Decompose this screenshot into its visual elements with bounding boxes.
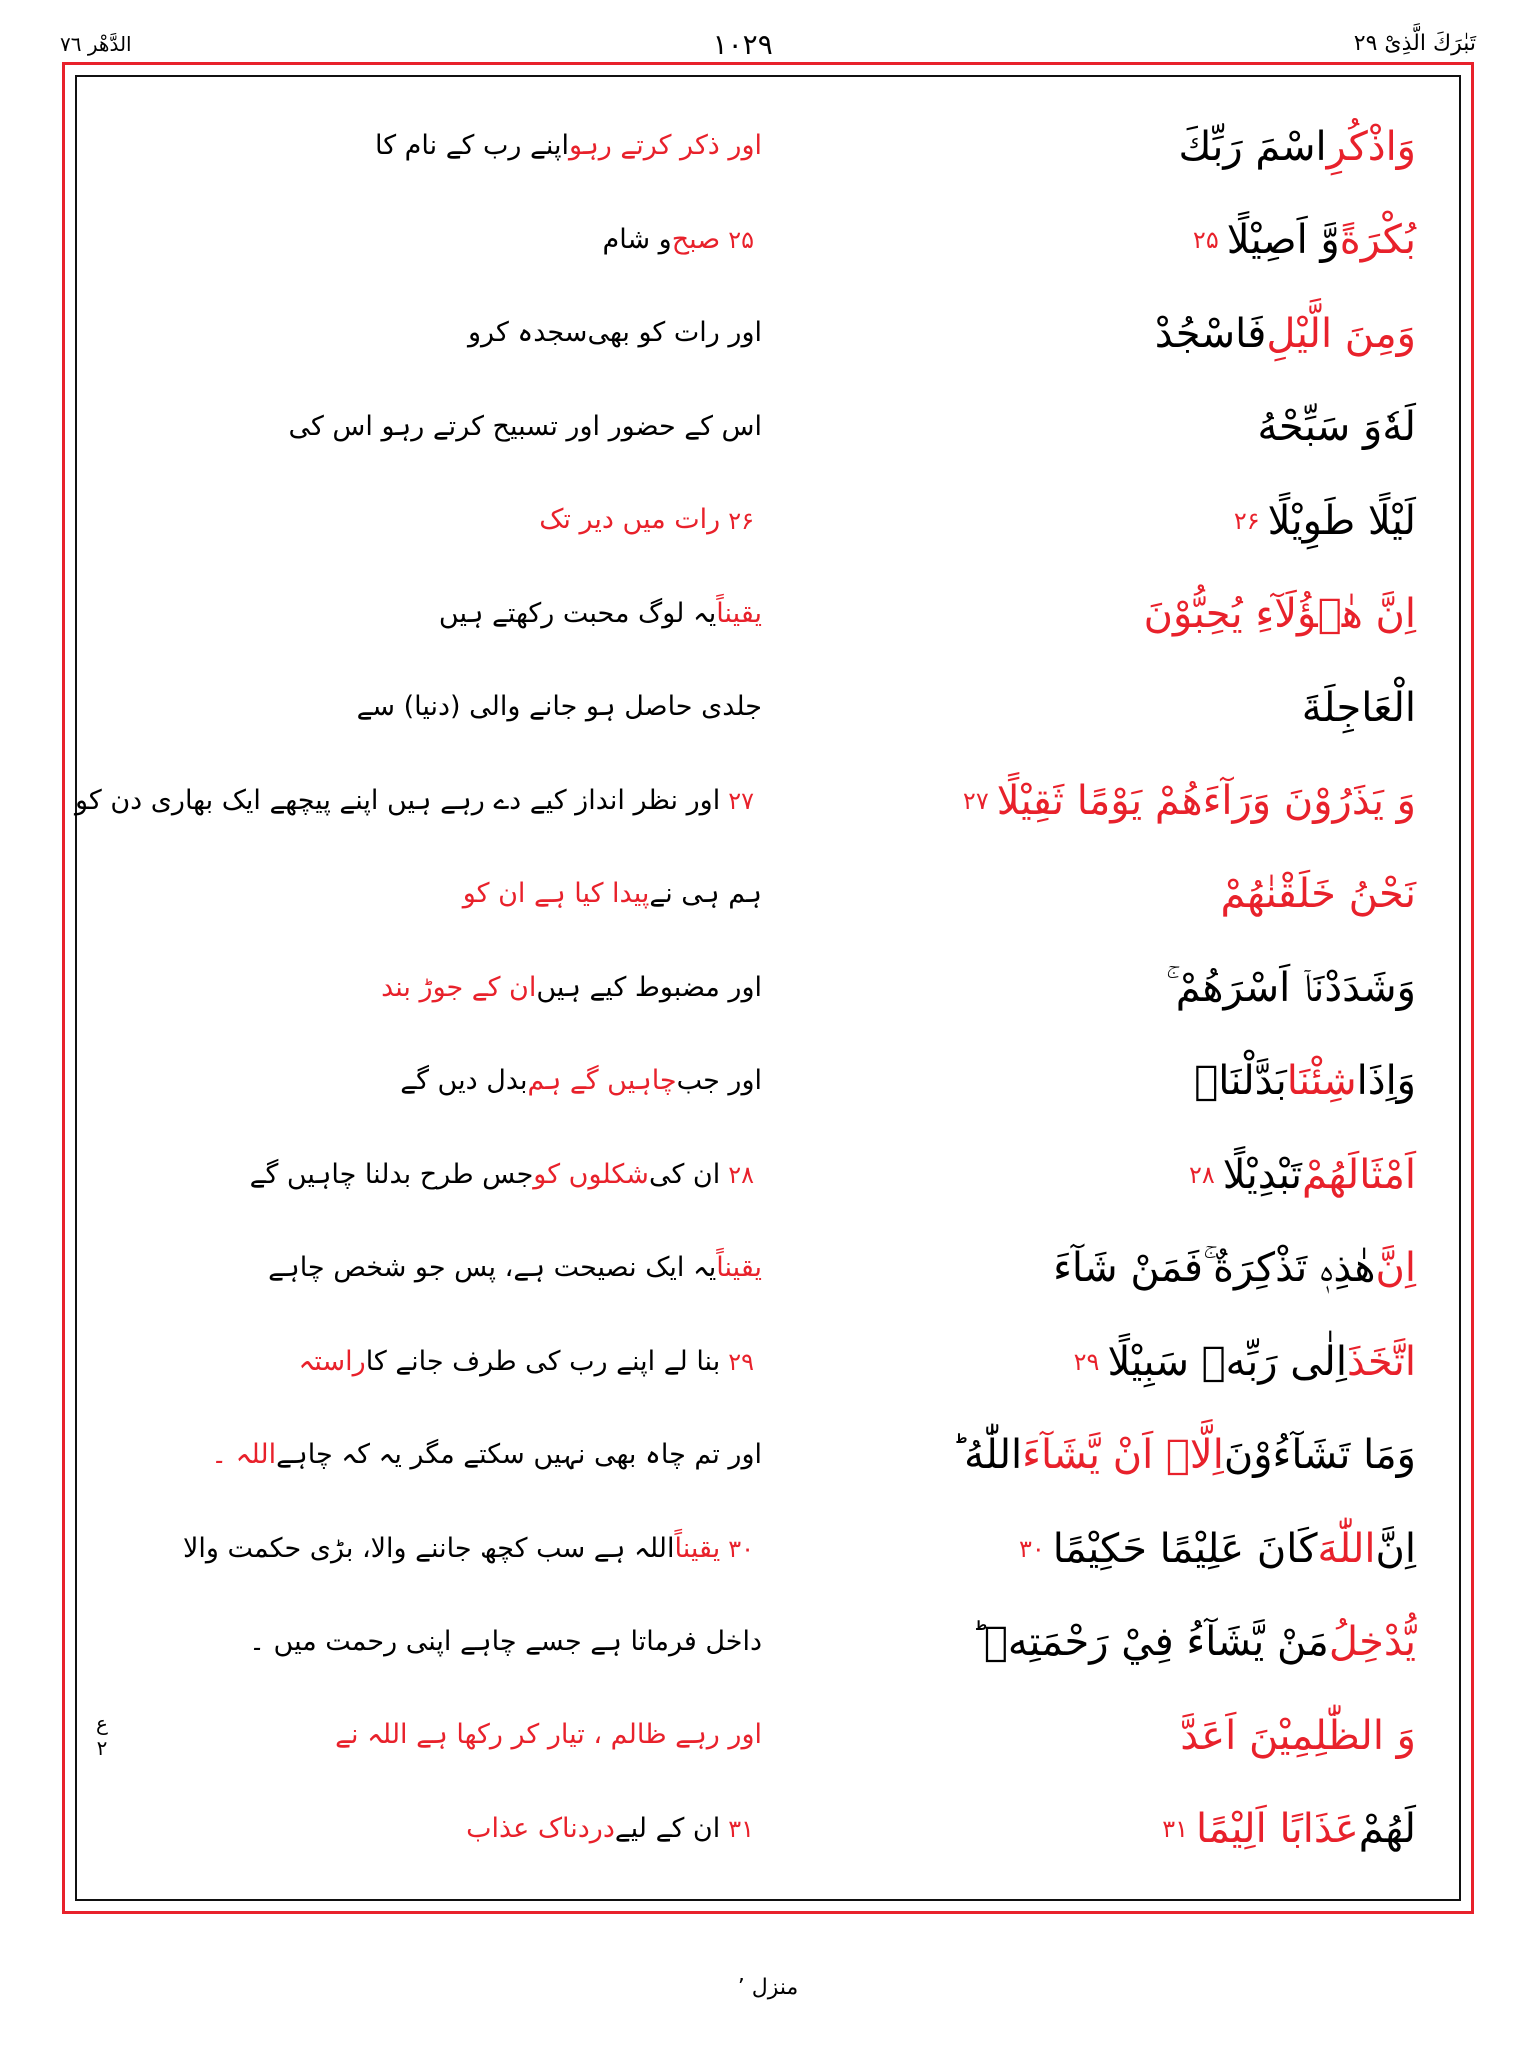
urdu-text-segment: جس طرح بدلنا چاہیں گے [249, 1158, 534, 1190]
urdu-text-segment: یہ ایک نصیحت ہے، پس جو شخص چاہے [268, 1252, 717, 1284]
ayah-number-marker: ۲۵ [1192, 226, 1219, 255]
arabic-text-segment: الْعَاجِلَةَ [1301, 684, 1416, 731]
arabic-line [774, 1782, 1416, 1875]
urdu-text-segment: اور ذکر کرتے رہو [569, 130, 762, 162]
urdu-text-segment: جلدی حاصل ہو جانے والی (دنیا) سے [356, 691, 762, 723]
urdu-text-segment: یقیناً [716, 597, 762, 629]
page-content [74, 92, 1444, 1884]
arabic-line [774, 941, 1416, 1034]
ayah-number-marker: ۲۹ [728, 1347, 754, 1376]
urdu-line [120, 1315, 762, 1408]
urdu-text-segment: ہم ہی نے [649, 878, 762, 910]
arabic-text-segment: بَدَّلْنَاۤ [1194, 1058, 1287, 1105]
arabic-text-segment: وَّ اَصِيْلًا [1226, 217, 1340, 264]
arabic-line [774, 287, 1416, 380]
urdu-text-segment: اپنے رب کے نام کا [375, 130, 569, 162]
arabic-line [774, 380, 1416, 473]
arabic-text-segment: وَشَدَدْنَاۤ اَسْرَهُمْ ۚ [1165, 964, 1416, 1011]
arabic-text-segment: وَمِنَ الَّيْلِ [1266, 310, 1416, 357]
urdu-line [120, 848, 762, 941]
urdu-line [120, 380, 762, 473]
arabic-text-segment: اِنَّ [1375, 1245, 1416, 1292]
arabic-text-segment: وَ يَذَرُوْنَ وَرَآءَهُمْ يَوْمًا ثَقِيْلًا [996, 778, 1416, 825]
urdu-line [120, 1035, 762, 1128]
urdu-text-segment: راستہ [298, 1345, 366, 1377]
urdu-text-segment: چاہیں گے ہم [527, 1065, 677, 1097]
arabic-text-segment: لَهٗ [1382, 404, 1416, 451]
arabic-line [774, 1128, 1416, 1221]
urdu-text-segment: یقیناً [716, 1252, 762, 1284]
arabic-text-segment: اسْمَ رَبِّكَ [1178, 123, 1327, 170]
ayah-number-marker: ۲۹ [1073, 1347, 1100, 1376]
page-footer: منزل ٬ [737, 1975, 799, 2000]
arabic-line [774, 754, 1416, 847]
urdu-line [120, 1222, 762, 1315]
ayah-number-marker: ۲۸ [1188, 1160, 1215, 1189]
urdu-translation-column [74, 92, 768, 1884]
urdu-line [120, 100, 762, 193]
urdu-text-segment: اس کے حضور اور تسبیح کرتے رہو اس کی [288, 410, 762, 442]
urdu-text-segment: پیدا کیا ہے ان کو [462, 878, 650, 910]
arabic-text-segment: اِنَّ هٰۤؤُلَآءِ يُحِبُّوْنَ [1143, 591, 1416, 638]
urdu-line [120, 661, 762, 754]
urdu-text-segment: اور رہے ظالم ، تیار کر رکھا ہے اللہ نے [335, 1719, 762, 1751]
urdu-line [120, 941, 762, 1034]
urdu-text-segment: اللہ ۔ [211, 1439, 277, 1471]
arabic-text-segment: وَاذْكُرِ [1326, 123, 1416, 170]
urdu-text-segment: ان کے جوڑ بند [381, 971, 537, 1003]
urdu-text-segment: شکلوں کو [533, 1158, 649, 1190]
urdu-text-segment: بدل دیں گے [400, 1065, 528, 1097]
arabic-text-segment: شِئْنَا [1286, 1058, 1357, 1105]
arabic-line [774, 848, 1416, 941]
arabic-text-segment: كَانَ عَلِيْمًا حَكِيْمًا [1052, 1525, 1318, 1572]
arabic-text-column [768, 92, 1444, 1884]
arabic-line [774, 1409, 1416, 1502]
urdu-line [74, 754, 762, 847]
arabic-text-segment: لَهُمْ [1358, 1806, 1416, 1853]
arabic-line [774, 474, 1416, 567]
arabic-text-segment: مَنْ يَّشَآءُ فِيْ رَحْمَتِهٖ ؕ [971, 1619, 1329, 1666]
arabic-text-segment: عَذَابًا اَلِيْمًا [1196, 1806, 1359, 1853]
urdu-text-segment: ان کی [648, 1158, 721, 1190]
arabic-text-segment: بُكْرَةً [1339, 217, 1416, 264]
arabic-text-segment: يُّدْخِلُ [1328, 1619, 1416, 1666]
urdu-text-segment: سجدہ کرو [468, 317, 588, 349]
urdu-line [120, 287, 762, 380]
arabic-line [774, 567, 1416, 660]
arabic-text-segment: اِنَّ [1375, 1525, 1416, 1572]
arabic-text-segment: اللّٰهَ [1317, 1525, 1376, 1572]
urdu-text-segment: دردناک عذاب [466, 1812, 615, 1844]
urdu-text-segment: اور نظر انداز کیے دے رہے ہیں اپنے پیچھے ایک بھاری دن کو [74, 784, 721, 816]
urdu-text-segment: یہ لوگ محبت رکھتے ہیں [438, 597, 717, 629]
header-surah-group-label: تَبٰرَكَ الَّذِیْ ٢٩ [1353, 30, 1476, 56]
arabic-text-segment: اللّٰهُ ؕ [951, 1432, 1023, 1479]
urdu-line [120, 1689, 762, 1782]
arabic-text-segment: فَمَنْ شَآءَ [1053, 1245, 1204, 1292]
ruku-marker: ع ۲ [96, 1711, 108, 1760]
urdu-text-segment: صبح [671, 223, 721, 255]
urdu-line [120, 1782, 762, 1875]
urdu-line [120, 1596, 762, 1689]
page-number: ۱۰۲۹ [712, 27, 773, 61]
ayah-number-marker: ۲۶ [1233, 506, 1260, 535]
urdu-line [120, 1128, 762, 1221]
urdu-text-segment: اور مضبوط کیے ہیں [536, 971, 762, 1003]
ayah-number-marker: ۲۵ [728, 226, 754, 255]
ayah-number-marker: ۳۱ [728, 1815, 754, 1844]
arabic-line [774, 100, 1416, 193]
header-surah-name-label: الدَّهْر ٧٦ [60, 32, 132, 56]
urdu-line [120, 1502, 762, 1595]
arabic-line [774, 1035, 1416, 1128]
arabic-line [774, 1502, 1416, 1595]
arabic-line [774, 193, 1416, 286]
arabic-text-segment: وَ سَبِّحْهُ [1257, 404, 1383, 451]
arabic-line [774, 1222, 1416, 1315]
ayah-number-marker: ۳۱ [1162, 1815, 1189, 1844]
urdu-line [120, 474, 762, 567]
arabic-text-segment: تَبْدِيْلًا [1222, 1151, 1302, 1198]
ayah-number-marker: ۳۰ [728, 1534, 754, 1563]
ayah-number-marker: ۲۷ [728, 787, 754, 816]
ayah-number-marker: ۲۸ [728, 1160, 754, 1189]
arabic-text-segment: فَاسْجُدْ [1154, 310, 1267, 357]
urdu-text-segment: اور رات کو بھی [587, 317, 762, 349]
arabic-line [774, 661, 1416, 754]
urdu-text-segment: داخل فرماتا ہے جسے چاہے اپنی رحمت میں ۔ [249, 1625, 762, 1657]
urdu-text-segment: اللہ ہے سب کچھ جاننے والا، بڑی حکمت والا [182, 1532, 675, 1564]
arabic-text-segment: اِلٰى رَبِّهٖ سَبِيْلًا [1107, 1338, 1347, 1385]
urdu-line [120, 193, 762, 286]
arabic-text-segment: اِلَّاۤ اَنْ يَّشَآءَ [1022, 1432, 1224, 1479]
page-header [60, 20, 1476, 68]
ayah-number-marker: ۳۰ [1018, 1534, 1045, 1563]
arabic-text-segment: اَمْثَالَهُمْ [1301, 1151, 1416, 1198]
urdu-text-segment: اور تم چاہ بھی نہیں سکتے مگر یہ کہ چاہے [276, 1439, 762, 1471]
ayah-number-marker: ۲۶ [728, 506, 754, 535]
urdu-line [120, 1409, 762, 1502]
arabic-line [774, 1689, 1416, 1782]
arabic-text-segment: نَحْنُ خَلَقْنٰهُمْ [1220, 871, 1416, 918]
arabic-text-segment: لَيْلًا طَوِيْلًا [1267, 497, 1416, 544]
arabic-text-segment: وَمَا تَشَآءُوْنَ [1223, 1432, 1416, 1479]
urdu-text-segment: بنا لے اپنے رب کی طرف جانے کا [365, 1345, 721, 1377]
urdu-line [120, 567, 762, 660]
urdu-text-segment: اور جب [676, 1065, 762, 1097]
urdu-text-segment: ان کے لیے [614, 1812, 721, 1844]
arabic-text-segment: اتَّخَذَ [1346, 1338, 1416, 1385]
ayah-number-marker: ۲۷ [962, 787, 989, 816]
arabic-text-segment: وَاِذَا [1356, 1058, 1416, 1105]
arabic-text-segment: هٰذِهٖ تَذْكِرَةٌ ۚ [1203, 1245, 1376, 1292]
arabic-line [774, 1315, 1416, 1408]
arabic-text-segment: وَ الظّٰلِمِيْنَ اَعَدَّ [1180, 1712, 1416, 1759]
urdu-text-segment: رات میں دیر تک [539, 504, 721, 536]
urdu-text-segment: و شام [602, 223, 672, 255]
arabic-line [774, 1596, 1416, 1689]
urdu-text-segment: یقیناً [674, 1532, 721, 1564]
